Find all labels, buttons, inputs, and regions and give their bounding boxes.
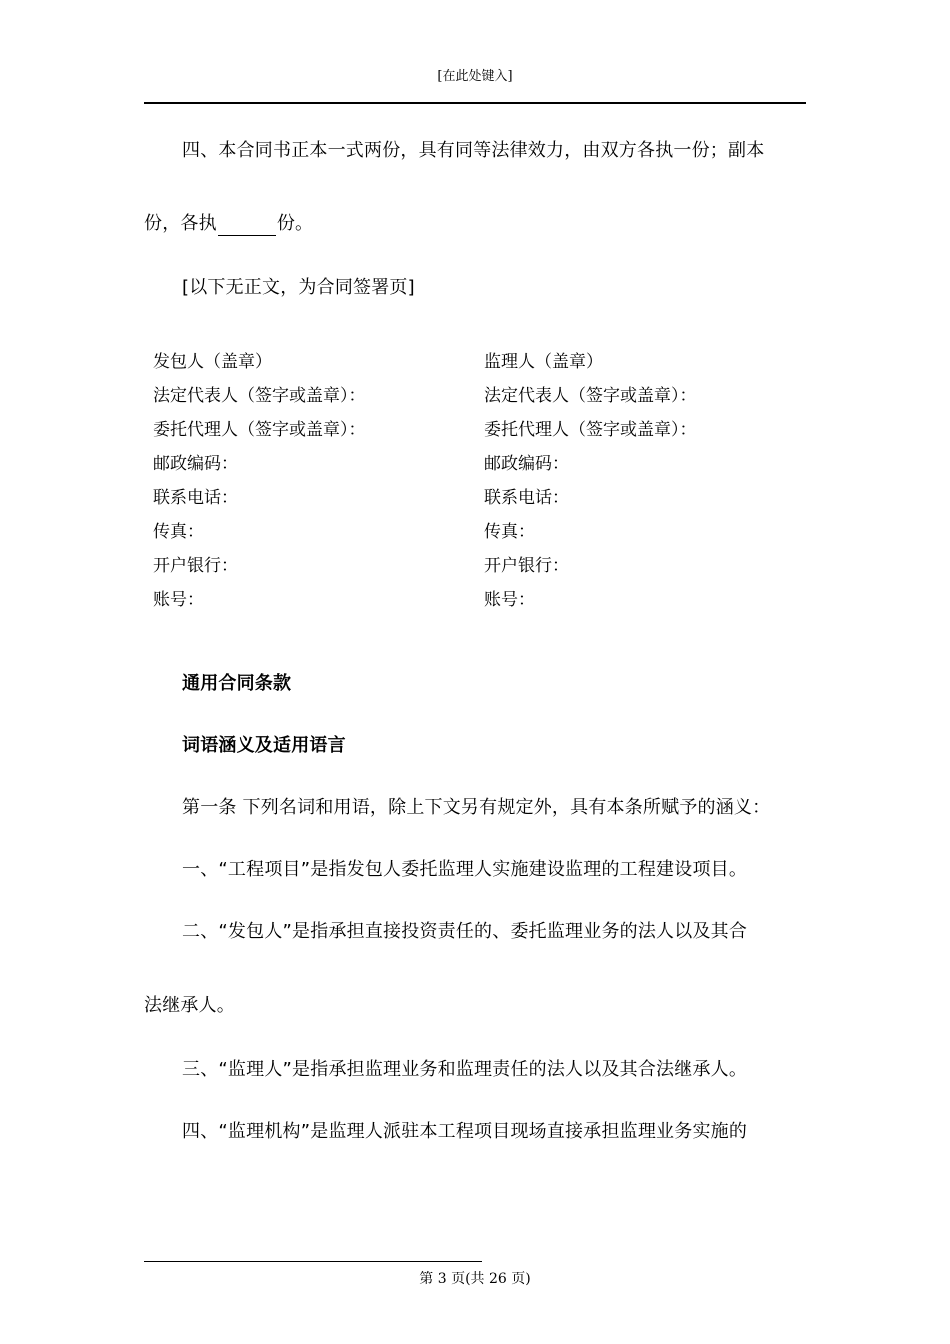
- signature-block-employer: [153, 348, 366, 620]
- definition-item-1: 一、“工程项目”是指发包人委托监理人实施建设监理的工程建设项目。: [182, 859, 748, 880]
- supervisor-account-label: 账号：: [484, 590, 535, 610]
- general-terms-title: 通用合同条款: [182, 673, 292, 694]
- footer-rule: [144, 1261, 482, 1262]
- supervisor-agent-label: 委托代理人（签字或盖章）：: [484, 420, 697, 440]
- header-rule: [144, 102, 806, 104]
- employer-fax-label: 传真：: [153, 522, 204, 542]
- definition-item-2-line2: 法继承人。: [144, 995, 235, 1016]
- signature-block-supervisor: [484, 348, 697, 620]
- clause4-line1: 四、本合同书正本一式两份，具有同等法律效力，由双方各执一份；副本: [182, 140, 765, 161]
- supervisor-legal-rep-label: 法定代表人（签字或盖章）：: [484, 386, 697, 406]
- clause4-line2: [144, 212, 313, 236]
- employer-bank-label: 开户银行：: [153, 556, 238, 576]
- employer-phone-label: 联系电话：: [153, 488, 238, 508]
- employer-legal-rep-label: 法定代表人（签字或盖章）：: [153, 386, 366, 406]
- no-text-note: [以下无正文，为合同签署页]: [182, 277, 415, 298]
- header-placeholder-text: [在此处键入]: [437, 69, 513, 84]
- employer-postcode-label: 邮政编码：: [153, 454, 238, 474]
- supervisor-seal-label: 监理人（盖章）: [484, 352, 603, 372]
- definition-item-3: 三、“监理人”是指承担监理业务和监理责任的法人以及其合法继承人。: [182, 1059, 748, 1080]
- supervisor-bank-label: 开户银行：: [484, 556, 569, 576]
- general-terms-subtitle: 词语涵义及适用语言: [182, 735, 346, 756]
- supervisor-postcode-label: 邮政编码：: [484, 454, 569, 474]
- page-number: 第 3 页(共 26 页): [419, 1271, 531, 1287]
- employer-seal-label: 发包人（盖章）: [153, 352, 272, 372]
- clause4-line2-suffix: 份。: [276, 213, 314, 234]
- definition-item-4-line1: 四、“监理机构”是监理人派驻本工程项目现场直接承担监理业务实施的: [182, 1121, 748, 1142]
- employer-account-label: 账号：: [153, 590, 204, 610]
- clause4-line2-prefix: 份，各执: [144, 213, 217, 234]
- supervisor-fax-label: 传真：: [484, 522, 535, 542]
- article-1: 第一条 下列名词和用语，除上下文另有规定外，具有本条所赋予的涵义：: [182, 797, 771, 818]
- definition-item-2-line1: 二、“发包人”是指承担直接投资责任的、委托监理业务的法人以及其合: [182, 921, 748, 942]
- copies-blank-field: [218, 217, 276, 236]
- supervisor-phone-label: 联系电话：: [484, 488, 569, 508]
- employer-agent-label: 委托代理人（签字或盖章）：: [153, 420, 366, 440]
